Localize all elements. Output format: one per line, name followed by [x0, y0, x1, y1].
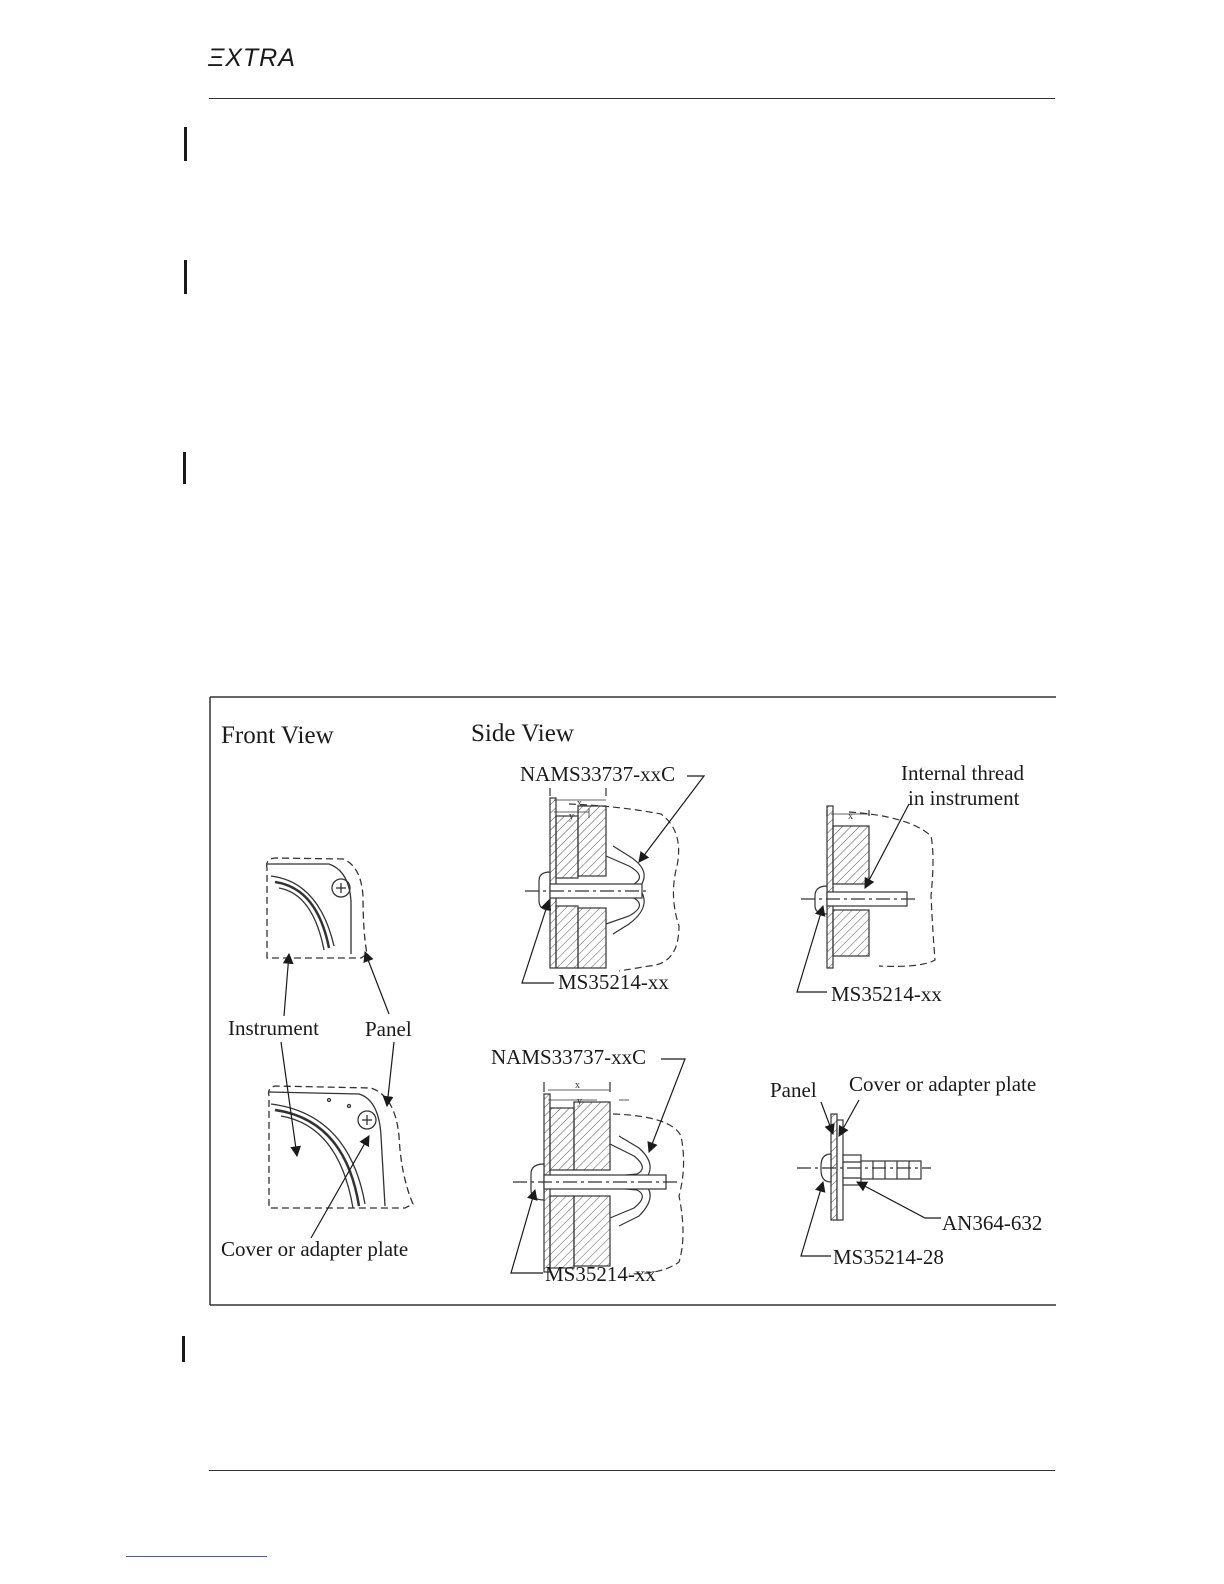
change-bar — [184, 127, 187, 161]
side-view-c — [513, 1082, 684, 1274]
header-rule — [209, 98, 1055, 99]
side-view-heading: Side View — [471, 720, 574, 747]
side-view-a — [525, 788, 679, 971]
arrow-panel-upper — [365, 952, 389, 1014]
footer-link-underline[interactable] — [126, 1556, 267, 1557]
leader-nams-bottom — [649, 1059, 685, 1152]
leader-cover-side — [839, 1100, 859, 1136]
change-bar — [184, 260, 187, 294]
label-an364: AN364-632 — [942, 1211, 1043, 1235]
label-instrument: Instrument — [228, 1016, 319, 1040]
leader-nams-top — [639, 776, 704, 862]
footer-rule — [209, 1470, 1055, 1471]
label-ms-top-left: MS35214-xx — [558, 970, 669, 994]
label-ms-28: MS35214-28 — [833, 1245, 944, 1269]
label-panel-front: Panel — [365, 1017, 412, 1041]
change-bar — [182, 1336, 185, 1362]
leader-ms-top-left — [522, 900, 554, 983]
brand-logo: ΞXTRA — [208, 44, 296, 72]
label-cover-front: Cover or adapter plate — [221, 1237, 409, 1261]
label-ms-top-right: MS35214-xx — [831, 982, 942, 1006]
label-nams-top: NAMS33737-xxC — [520, 762, 676, 786]
leader-ms-bottom-left — [511, 1190, 543, 1273]
mounting-figure — [209, 696, 1056, 1306]
dim-x-c: x — [575, 1080, 580, 1091]
label-ms-bottom-left: MS35214-xx — [545, 1262, 656, 1286]
dim-x-a: x — [577, 798, 582, 809]
leader-ms-28 — [801, 1182, 831, 1256]
label-nams-bottom: NAMS33737-xxC — [491, 1045, 647, 1069]
dim-x-b: x — [848, 811, 853, 822]
side-view-b — [801, 806, 935, 968]
label-internal-thread-2: in instrument — [908, 786, 1020, 810]
arrow-instrument-lower — [281, 1042, 297, 1156]
front-view-upper — [267, 858, 367, 958]
label-cover-side: Cover or adapter plate — [849, 1072, 1037, 1096]
side-view-d — [797, 1114, 931, 1220]
leader-an364 — [857, 1182, 941, 1218]
dim-y-a: y — [569, 811, 574, 822]
label-internal-thread-1: Internal thread — [901, 761, 1025, 785]
dim-y-c: y — [577, 1096, 582, 1107]
change-bar — [183, 452, 186, 484]
arrow-panel-lower — [387, 1042, 394, 1106]
front-view-heading: Front View — [221, 722, 334, 749]
leader-ms-top-right — [797, 906, 827, 992]
label-panel-side: Panel — [770, 1078, 817, 1102]
arrow-instrument-upper — [284, 954, 289, 1016]
